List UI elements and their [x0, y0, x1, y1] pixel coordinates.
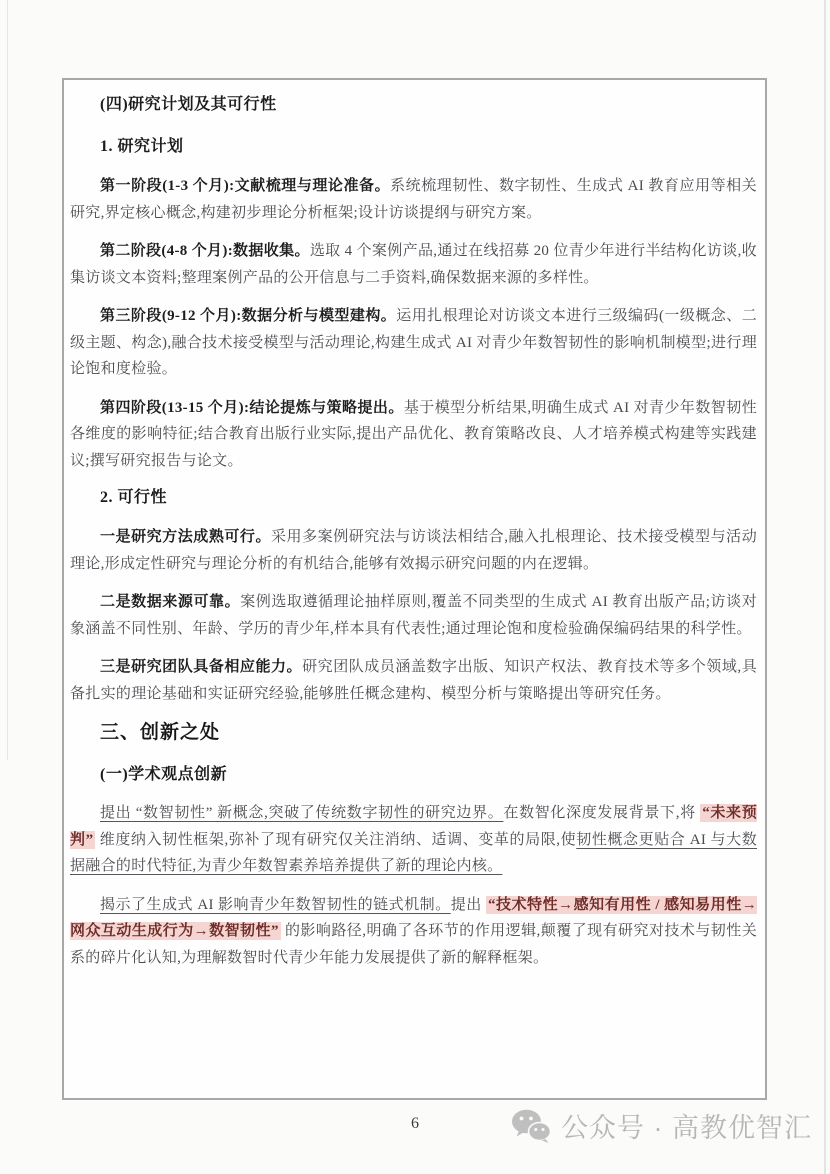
innovation-2-highlight: “技术特性→感知有用性 / 感知易用性→网众互动生成行为→数智韧性” — [70, 896, 758, 939]
innovation-1-text: 在数智化深度发展背景下,将 — [503, 805, 701, 821]
stage-4-body: 基于模型分析结果,明确生成式 AI 对青少年数智韧性各维度的影响特征;结合教育出版行业实际,提出产品优化、教育策略改良、人才培养模式构建等实践建议;撰写研究报告与论文。 — [70, 399, 757, 469]
innovation-1-highlight: “未来预判” — [70, 805, 757, 848]
subheading-academic-viewpoint-innovation: (一)学术观点创新 — [100, 766, 228, 783]
paragraph-innovation-2 — [70, 892, 757, 972]
feasibility-1-lead: 一是研究方法成熟可行。 — [100, 529, 272, 545]
feasibility-2-body: 案例选取遵循理论抽样原则,覆盖不同类型的生成式 AI 教育出版产品;访谈对象涵盖不同性别、年龄、学历的青少年,样本具有代表性;通过理论饱和度检验确保编码结果的科学性。 — [70, 594, 757, 637]
stage-3-lead: 第三阶段(9-12 个月):数据分析与模型建构。 — [100, 308, 397, 324]
paragraph-stage-2 — [70, 238, 757, 291]
stage-2-lead: 第二阶段(4-8 个月):数据收集。 — [100, 243, 310, 259]
paragraph-innovation-1 — [70, 800, 757, 880]
subheading-research-plan: 1. 研究计划 — [100, 138, 184, 155]
paragraph-stage-3 — [70, 303, 757, 383]
feasibility-1-body: 采用多案例研究法与访谈法相结合,融入扎根理论、技术接受模型与活动理论,形成定性研究与理论分析的有机结合,能够有效揭示研究问题的内在逻辑。 — [70, 529, 757, 572]
watermark-label: 公众号 · 高教优智汇 — [561, 1113, 812, 1143]
feasibility-3-lead: 三是研究团队具备相应能力。 — [100, 659, 303, 675]
wechat-icon — [510, 1108, 552, 1144]
innovation-2-text-2: 的影响路径,明确了各环节的作用逻辑,颠覆了现有研究对技术与韧性关系的碎片化认知,为理解数智时代青少年能力发展提供了新的解释框架。 — [70, 923, 757, 966]
stage-1-body: 系统梳理韧性、数字韧性、生成式 AI 教育应用等相关研究,界定核心概念,构建初步理论分析框架;设计访谈提纲与研究方案。 — [70, 178, 757, 221]
paragraph-stage-4 — [70, 395, 757, 475]
stage-2-body: 选取 4 个案例产品,通过在线招募 20 位青少年进行半结构化访谈,收集访谈文本资料;整理案例产品的公开信息与二手资料,确保数据来源的多样性。 — [70, 243, 757, 286]
section-heading-innovation: 三、创新之处 — [100, 722, 221, 743]
paragraph-feasibility-2 — [70, 589, 757, 642]
feasibility-2-lead: 二是数据来源可靠。 — [100, 594, 241, 610]
innovation-1-text-2: 维度纳入韧性框架,弥补了现有研究仅关注消纳、适调、变革的局限,使 — [95, 831, 577, 848]
innovation-1-underlined-tail: 韧性概念更贴合 AI 与大数据融合的时代特征,为青少年数智素养培养提供了新的理论内核。 — [70, 831, 758, 874]
feasibility-3-body: 研究团队成员涵盖数字出版、知识产权法、教育技术等多个领域,具备扎实的理论基础和实证研究经验,能够胜任概念建构、模型分析与策略提出等研究任务。 — [70, 659, 757, 702]
stage-4-lead: 第四阶段(13-15 个月):结论提炼与策略提出。 — [100, 399, 404, 416]
page-number: 6 — [411, 1115, 419, 1132]
document-cell — [62, 78, 767, 1100]
paragraph-feasibility-1 — [70, 524, 757, 577]
paragraph-stage-1 — [70, 173, 757, 226]
stage-3-body: 运用扎根理论对访谈文本进行三级编码(一级概念、二级主题、构念),融合技术接受模型与活动理论,构建生成式 AI 对青少年数智韧性的影响机制模型;进行理论饱和度检验。 — [70, 308, 757, 377]
scan-edge-left — [7, 0, 8, 760]
stage-1-lead: 第一阶段(1-3 个月):文献梳理与理论准备。 — [100, 178, 391, 194]
watermark — [510, 1106, 812, 1145]
paragraph-feasibility-3 — [70, 654, 757, 707]
innovation-2-underlined-lead: 揭示了生成式 AI 影响青少年数智韧性的链式机制。 — [100, 896, 451, 913]
innovation-1-underlined-lead: 提出 “数智韧性” 新概念,突破了传统数字韧性的研究边界。 — [100, 805, 504, 821]
subheading-feasibility: 2. 可行性 — [100, 489, 168, 506]
scan-edge-right — [824, 0, 826, 1174]
innovation-2-text: 提出 — [450, 896, 487, 913]
section-heading-research-plan-feasibility: (四)研究计划及其可行性 — [100, 96, 277, 113]
